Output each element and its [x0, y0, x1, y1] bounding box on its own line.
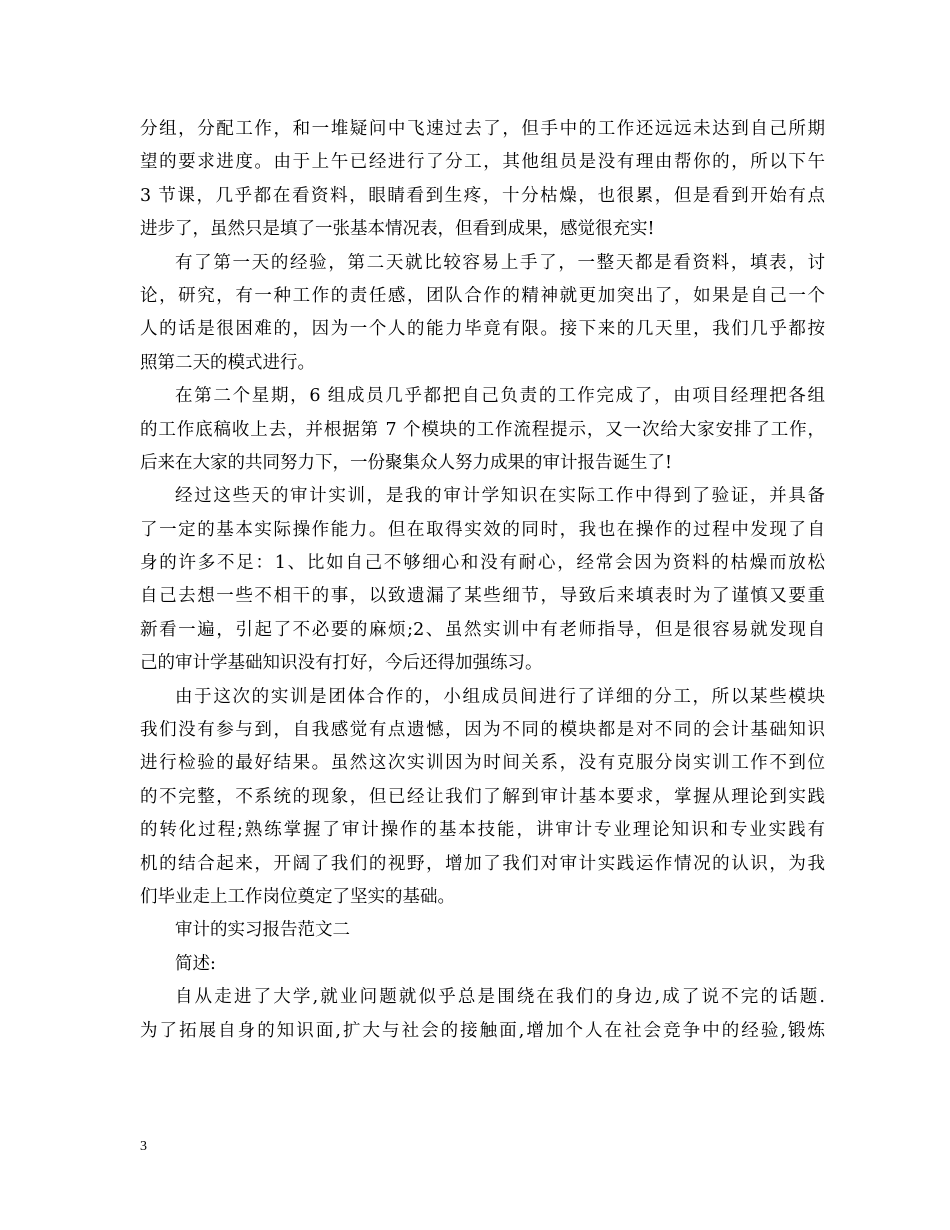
text-line: 在第二个星期，6 组成员几乎都把自己负责的工作完成了，由项目经理把各组 [175, 386, 825, 407]
text-line: 望的要求进度。由于上午已经进行了分工，其他组员是没有理由帮你的，所以下午 [140, 152, 825, 173]
text-line: 自己去想一些不相干的事，以致遗漏了某些细节，导致后来填表时为了谨慎又要重 [140, 586, 825, 607]
text-line: 身的许多不足：1、比如自己不够细心和没有耐心，经常会因为资料的枯燥而放松 [140, 553, 825, 574]
body-text [140, 113, 825, 1048]
text-line: 新看一遍，引起了不必要的麻烦;2、虽然实训中有老师指导，但是很容易就发现自 [140, 619, 825, 640]
text-line: 我们没有参与到，自我感觉有点遗憾，因为不同的模块都是对不同的会计基础知识 [140, 720, 825, 741]
page-number: 3 [140, 1139, 147, 1154]
text-line: 论，研究，有一种工作的责任感，团队合作的精神就更加突出了，如果是自己一个 [140, 285, 825, 306]
paragraph [140, 380, 825, 480]
paragraph [140, 113, 825, 247]
text-line: 自从走进了大学,就业问题就似乎总是围绕在我们的身边,成了说不完的话题. [175, 987, 825, 1008]
paragraph [140, 981, 825, 1048]
text-line: 的转化过程;熟练掌握了审计操作的基本技能，讲审计专业理论知识和专业实践有 [140, 820, 825, 841]
paragraph [140, 948, 825, 981]
text-line: 照第二天的模式进行。 [140, 352, 315, 373]
text-line: 后来在大家的共同努力下，一份聚集众人努力成果的审计报告诞生了! [140, 452, 673, 473]
paragraph [140, 681, 825, 915]
paragraph [140, 247, 825, 381]
text-line: 己的审计学基础知识没有打好，今后还得加强练习。 [140, 653, 543, 674]
text-line: 进行检验的最好结果。虽然这次实训因为时间关系，没有克服分岗实训工作不到位 [140, 753, 825, 774]
text-line: 经过这些天的审计实训，是我的审计学知识在实际工作中得到了验证，并具备 [175, 486, 825, 507]
text-line: 分组，分配工作，和一堆疑问中飞速过去了，但手中的工作还远远未达到自己所期 [140, 119, 825, 139]
text-line: 的工作底稿收上去，并根据第 7 个模块的工作流程提示，又一次给大家安排了工作， [140, 419, 825, 440]
text-line: 进步了，虽然只是填了一张基本情况表，但看到成果，感觉很充实! [140, 219, 655, 240]
paragraph [140, 480, 825, 680]
text-line: 有了第一天的经验，第二天就比较容易上手了，一整天都是看资料，填表，讨 [175, 252, 825, 273]
text-line: 机的结合起来，开阔了我们的视野，增加了我们对审计实践运作情况的认识，为我 [140, 853, 825, 874]
text-line: 为了拓展自身的知识面,扩大与社会的接触面,增加个人在社会竞争中的经验,锻炼 [140, 1020, 825, 1041]
text-line: 了一定的基本实际操作能力。但在取得实效的同时，我也在操作的过程中发现了自 [140, 519, 825, 540]
text-line: 审计的实习报告范文二 [175, 920, 350, 941]
text-line: 由于这次的实训是团体合作的，小组成员间进行了详细的分工，所以某些模块 [175, 686, 825, 707]
paragraph [140, 914, 825, 947]
text-line: 的不完整，不系统的现象，但已经让我们了解到审计基本要求，掌握从理论到实践 [140, 786, 825, 807]
text-line: 人的话是很困难的，因为一个人的能力毕竟有限。接下来的几天里，我们几乎都按 [140, 319, 825, 340]
text-line: 简述: [175, 953, 216, 974]
text-line: 们毕业走上工作岗位奠定了坚实的基础。 [140, 886, 455, 907]
text-line: 3 节课，几乎都在看资料，眼睛看到生疼，十分枯燥，也很累，但是看到开始有点 [140, 185, 825, 206]
